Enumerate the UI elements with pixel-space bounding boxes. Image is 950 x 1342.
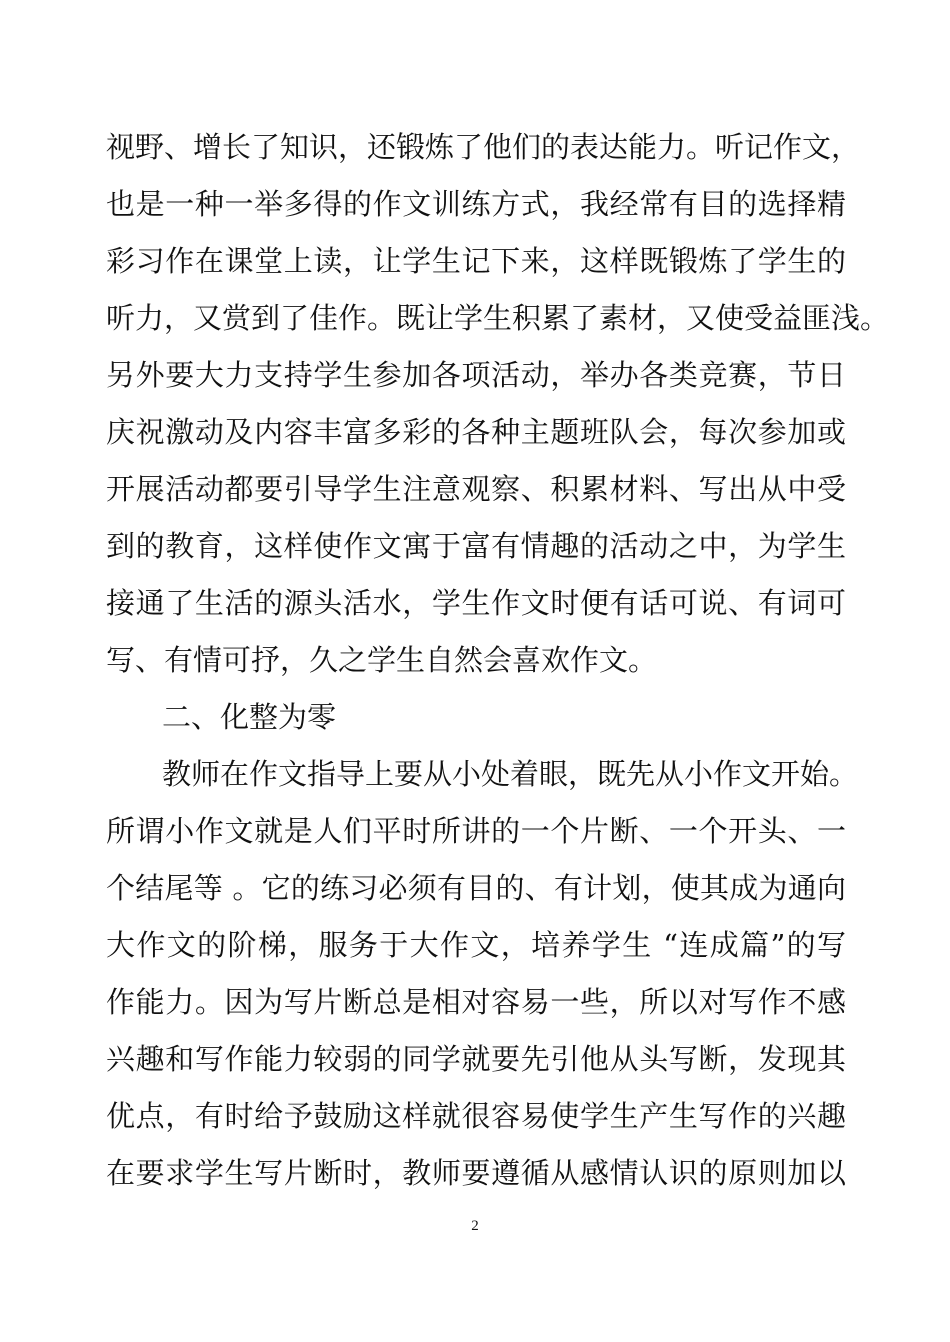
body-text-line: 开展活动都要引导学生注意观察、积累材料、写出从中受 [106, 472, 846, 506]
body-text-line: 视野、增长了知识，还锻炼了他们的表达能力。听记作文， [106, 130, 861, 164]
body-text-line: 大作文的阶梯，服务于大作文，培养学生 “连成篇”的写 [106, 928, 846, 962]
body-text-line: 所谓小作文就是人们平时所讲的一个片断、一个开头、一 [106, 814, 846, 848]
body-text-line: 听力，又赏到了佳作。既让学生积累了素材，又使受益匪浅。 [106, 301, 890, 335]
body-text-line: 兴趣和写作能力较弱的同学就要先引他从头写断，发现其 [106, 1042, 846, 1076]
body-text-line: 教师在作文指导上要从小处着眼，既先从小作文开始。 [162, 757, 859, 791]
body-text-line: 另外要大力支持学生参加各项活动，举办各类竞赛，节日 [106, 358, 846, 392]
body-text-line: 也是一种一举多得的作文训练方式，我经常有目的选择精 [106, 187, 846, 221]
body-text-line: 个结尾等 。它的练习必须有目的、有计划，使其成为通向 [106, 871, 846, 905]
body-text-line: 写、有情可抒，久之学生自然会喜欢作文。 [106, 643, 658, 677]
page-number: 2 [471, 1218, 479, 1234]
body-text-line: 在要求学生写片断时，教师要遵循从感情认识的原则加以 [106, 1156, 846, 1190]
section-heading: 二、化整为零 [162, 700, 337, 734]
body-text-line: 彩习作在课堂上读，让学生记下来，这样既锻炼了学生的 [106, 244, 846, 278]
body-text-line: 庆祝激动及内容丰富多彩的各种主题班队会，每次参加或 [106, 415, 846, 449]
body-text-line: 接通了生活的源头活水，学生作文时便有话可说、有词可 [106, 586, 846, 620]
body-text-line: 优点，有时给予鼓励这样就很容易使学生产生写作的兴趣 [106, 1099, 846, 1133]
body-text-line: 作能力。因为写片断总是相对容易一些，所以对写作不感 [106, 985, 846, 1019]
body-text-line: 到的教育，这样使作文寓于富有情趣的活动之中，为学生 [106, 529, 846, 563]
